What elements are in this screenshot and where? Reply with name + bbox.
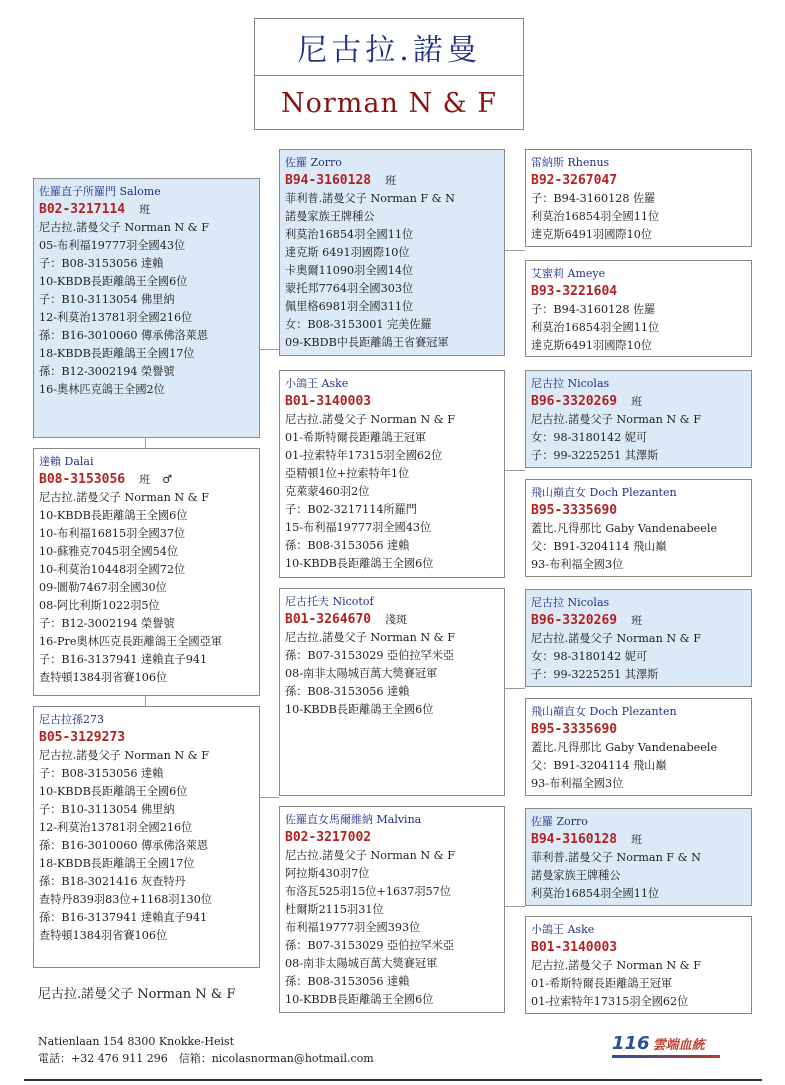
pedigree-line: 10-KBDB長距離鴿王全國6位 [39,785,188,798]
pedigree-line: 10-布利福16815羽全國37位 [39,527,186,540]
bottom-divider [24,1079,762,1081]
sss-reg: B92-3267047 [531,173,618,188]
sire-sire-card[interactable] [279,149,505,356]
pedigree-line: 達克斯6491羽國際10位 [531,228,653,241]
pedigree-line: 12-利莫治13781羽全國216位 [39,821,193,834]
connector [504,688,525,689]
pedigree-line: 阿拉斯430羽7位 [285,867,370,880]
pedigree-line: 09-圖勒7467羽全國30位 [39,581,167,594]
connector [259,797,279,798]
sd-dam-card[interactable] [525,479,752,577]
connector [145,695,146,706]
pedigree-line: 孫：B07-3153029 亞伯拉罕米亞 [285,939,455,952]
pedigree-line: 01-希斯特爾長距離鴿王冠軍 [531,977,673,990]
pedigree-line: 尼古拉.諾曼父子 Norman N & F [531,413,701,426]
pedigree-line: 女：98-3180142 妮可 [531,650,648,663]
pedigree-line: 尼古拉.諾曼父子 Norman N & F [285,631,455,644]
pedigree-line: 孫：B08-3153056 達賴 [285,539,410,552]
dds-name: 佐羅 Zorro [531,815,588,828]
ss-color: 班 [385,174,397,187]
pedigree-line: 尼古拉.諾曼父子 Norman N & F [39,749,209,762]
pedigree-line: 查特頓1384羽省賽106位 [39,671,168,684]
pedigree-line: 孫：B16-3137941 達賴直子941 [39,911,208,924]
sds-reg: B96-3320269 [531,394,618,409]
pedigree-line: 子：B08-3153056 達賴 [39,767,164,780]
pedigree-line: 子：B08-3153056 達賴 [39,257,164,270]
pedigree-line: 諾曼家族王牌種公 [285,210,375,223]
owner-title-cn: 尼古拉.諾曼 [255,19,523,76]
pedigree-line: 菲利普.諾曼父子 Norman F & N [285,192,455,205]
ss-reg: B94-3160128 [285,173,372,188]
pedigree-line: 利莫治16854羽全國11位 [531,321,660,334]
pedigree-line: 布洛瓦525羽15位+1637羽57位 [285,885,451,898]
pedigree-line: 子：B12-3002194 榮譽號 [39,617,175,630]
pedigree-line: 尼古拉.諾曼父子 Norman N & F [531,959,701,972]
pedigree-line: 菲利普.諾曼父子 Norman F & N [531,851,701,864]
pedigree-line: 01-希斯特爾長距離鴿王冠軍 [285,431,427,444]
logo-underline [612,1055,720,1058]
pedigree-line: 孫：B12-3002194 榮譽號 [39,365,175,378]
sdd-name: 飛山巔直女 Doch Plezanten [531,486,677,499]
pedigree-line: 子：B94-3160128 佐羅 [531,192,656,205]
pedigree-line: 孫：B08-3153056 達賴 [285,975,410,988]
ds-sire-card[interactable] [525,589,752,687]
pedigree-line: 孫：B07-3153029 亞伯拉罕米亞 [285,649,455,662]
pedigree-line: 孫：B16-3010060 傳承佛洛萊恩 [39,839,209,852]
pedigree-line: 12-利莫治13781羽全國216位 [39,311,193,324]
pedigree-line: 10-KBDB長距離鴿王全國6位 [285,557,434,570]
pedigree-line: 10-KBDB長距離鴿王全國6位 [39,275,188,288]
sds-color: 班 [631,395,643,408]
ds-reg: B01-3264670 [285,612,372,627]
pedigree-line: 尼古拉.諾曼父子 Norman N & F [285,849,455,862]
pedigree-line: 女：98-3180142 妮可 [531,431,648,444]
pedigree-line: 尼古拉.諾曼父子 Norman N & F [39,491,209,504]
dam2-name: 尼古拉孫273 [39,713,104,726]
pedigree-line: 子：B10-3113054 佛里納 [39,293,175,306]
pedigree-line: 尼古拉.諾曼父子 Norman N & F [285,413,455,426]
dsd-reg: B95-3335690 [531,722,618,737]
footer-address: Natienlaan 154 8300 Knokke-Heist [38,1035,235,1048]
pedigree-line: 利莫治16854羽全國11位 [531,887,660,900]
title-box [254,18,524,130]
dd-sire-card[interactable] [525,808,752,906]
dam-reg: B08-3153056 [39,472,126,487]
ds-dam-card[interactable] [525,698,752,796]
sire-reg: B02-3217114 [39,202,126,217]
ssd-name: 艾蜜莉 Ameye [531,267,606,280]
ss-dam-card[interactable] [525,260,752,357]
connector [504,250,525,251]
ss-sire-card[interactable] [525,149,752,247]
dam-sire-card[interactable] [279,588,505,796]
owner-title-en: Norman N & F [280,88,498,119]
sdd-reg: B95-3335690 [531,503,618,518]
ddd-reg: B01-3140003 [531,940,618,955]
ds-color: 淺斑 [385,613,408,626]
pedigree-line: 子：99-3225251 其澤斯 [531,449,659,462]
dd-dam-card[interactable] [525,916,752,1014]
sd-name: 小鴿王 Aske [285,377,349,390]
dss-name: 尼古拉 Nicolas [531,596,610,609]
sire-name: 佐羅直子所羅門 Salome [39,185,161,198]
pedigree-line: 01-拉索特年17315羽全國62位 [531,995,689,1008]
connector [504,906,525,907]
dam-card[interactable] [33,448,260,696]
pedigree-line: 孫：B16-3010060 傳承佛洛萊恩 [39,329,209,342]
sire-dam-card[interactable] [279,370,505,578]
pedigree-line: 09-KBDB中長距離鴿王省賽冠軍 [285,336,449,349]
footer-contact [38,1033,374,1067]
pedigree-line: 杜爾斯2115羽31位 [285,903,384,916]
pedigree-line: 卡奧爾11090羽全國14位 [285,264,414,277]
footer-owner: 尼古拉.諾曼父子 Norman N & F [38,987,236,1002]
logo-text: 雲端血統 [652,1038,705,1053]
pedigree-line: 子：B16-3137941 達賴直子941 [39,653,208,666]
pedigree-line: 蓋比.凡得那比 Gaby Vandenabeele [531,741,718,754]
pedigree-line: 尼古拉.諾曼父子 Norman N & F [39,221,209,234]
pedigree-line: 孫：B08-3153056 達賴 [285,685,410,698]
dd-reg: B02-3217002 [285,830,372,845]
pedigree-line: 93-布利福全國3位 [531,777,624,790]
sss-name: 雷納斯 Rhenus [531,156,610,169]
ddd-name: 小鴿王 Aske [531,923,595,936]
ssd-reg: B93-3221604 [531,284,618,299]
dam-dam-card[interactable] [279,806,505,1013]
sire-color: 班 [139,203,151,216]
dam-name: 達賴 Dalai [39,455,94,468]
pedigree-line: 布利福19777羽全國393位 [285,921,421,934]
sds-name: 尼古拉 Nicolas [531,377,610,390]
pedigree-line: 10-KBDB長距離鴿王全國6位 [285,993,434,1006]
dam2-card[interactable] [33,706,260,968]
pedigree-line: 尼古拉.諾曼父子 Norman N & F [531,632,701,645]
pedigree-line: 子：B94-3160128 佐羅 [531,303,656,316]
dam2-reg: B05-3129273 [39,730,126,745]
logo-number: 116 [612,1033,650,1054]
pedigree-line: 達克斯6491羽國際10位 [531,339,653,352]
pedigree-line: 子：B02-3217114所羅門 [285,503,417,516]
pedigree-line: 10-蘇雅克7045羽全國54位 [39,545,179,558]
sire-card[interactable] [33,178,260,438]
pedigree-line: 父：B91-3204114 飛山巔 [531,540,667,553]
dsd-name: 飛山巔直女 Doch Plezanten [531,705,677,718]
pedigree-line: 查特丹839羽83位+1168羽130位 [39,893,213,906]
pedigree-line: 10-利莫治10448羽全國72位 [39,563,186,576]
pedigree-line: 子：B10-3113054 佛里納 [39,803,175,816]
pedigree-line: 08-南非太陽城百萬大獎賽冠軍 [285,667,438,680]
pedigree-line: 達克斯 6491羽國際10位 [285,246,410,259]
dss-reg: B96-3320269 [531,613,618,628]
dd-name: 佐羅直女馬爾維納 Malvina [285,813,422,826]
pedigree-line: 利莫治16854羽全國11位 [285,228,414,241]
pedigree-line: 01-拉索特年17315羽全國62位 [285,449,443,462]
pedigree-line: 子：99-3225251 其澤斯 [531,668,659,681]
dds-color: 班 [631,833,643,846]
pedigree-line: 18-KBDB長距離鴿王全國17位 [39,347,195,360]
pedigree-line: 16-Pre奧林匹克長距離鴿王全國亞軍 [39,635,222,648]
pedigree-line: 查特頓1384羽省賽106位 [39,929,168,942]
pedigree-line: 10-KBDB長距離鴿王全國6位 [285,703,434,716]
connector [145,437,146,448]
dam-color: 班 [139,473,151,486]
ds-name: 尼古托夫 Nicotof [285,595,374,608]
pedigree-line: 08-南非太陽城百萬大獎賽冠軍 [285,957,438,970]
sd-sire-card[interactable] [525,370,752,468]
pedigree-line: 08-阿比利斯1022羽5位 [39,599,160,612]
pedigree-line: 15-布利福19777羽全國43位 [285,521,432,534]
pedigree-line: 利莫治16854羽全國11位 [531,210,660,223]
pedigree-line: 蓋比.凡得那比 Gaby Vandenabeele [531,522,718,535]
dss-color: 班 [631,614,643,627]
sd-reg: B01-3140003 [285,394,372,409]
male-icon: ♂ [162,473,173,486]
dds-reg: B94-3160128 [531,832,618,847]
pedigree-line: 93-布利福全國3位 [531,558,624,571]
pedigree-line: 父：B91-3204114 飛山巔 [531,759,667,772]
pedigree-line: 克萊蒙460羽2位 [285,485,370,498]
ss-name: 佐羅 Zorro [285,156,342,169]
pedigree-line: 10-KBDB長距離鴿王全國6位 [39,509,188,522]
connector [259,349,279,350]
pedigree-line: 孫：B18-3021416 灰查特丹 [39,875,186,888]
connector [504,470,525,471]
pedigree-line: 亞精頓1位+拉索特年1位 [285,467,410,480]
pedigree-line: 18-KBDB長距離鴿王全國17位 [39,857,195,870]
brand-logo[interactable] [612,1033,705,1054]
footer-phone-email[interactable]: 電話：+32 476 911 296 信箱：nicolasnorman@hotmail.com [38,1052,374,1065]
pedigree-line: 蒙托邦7764羽全國303位 [285,282,414,295]
pedigree-line: 16-奧林匹克鴿王全國2位 [39,383,165,396]
pedigree-line: 05-布利福19777羽全國43位 [39,239,186,252]
pedigree-line: 女：B08-3153001 完美佐羅 [285,318,432,331]
pedigree-line: 諾曼家族王牌種公 [531,869,621,882]
pedigree-line: 佩里格6981羽全國311位 [285,300,414,313]
